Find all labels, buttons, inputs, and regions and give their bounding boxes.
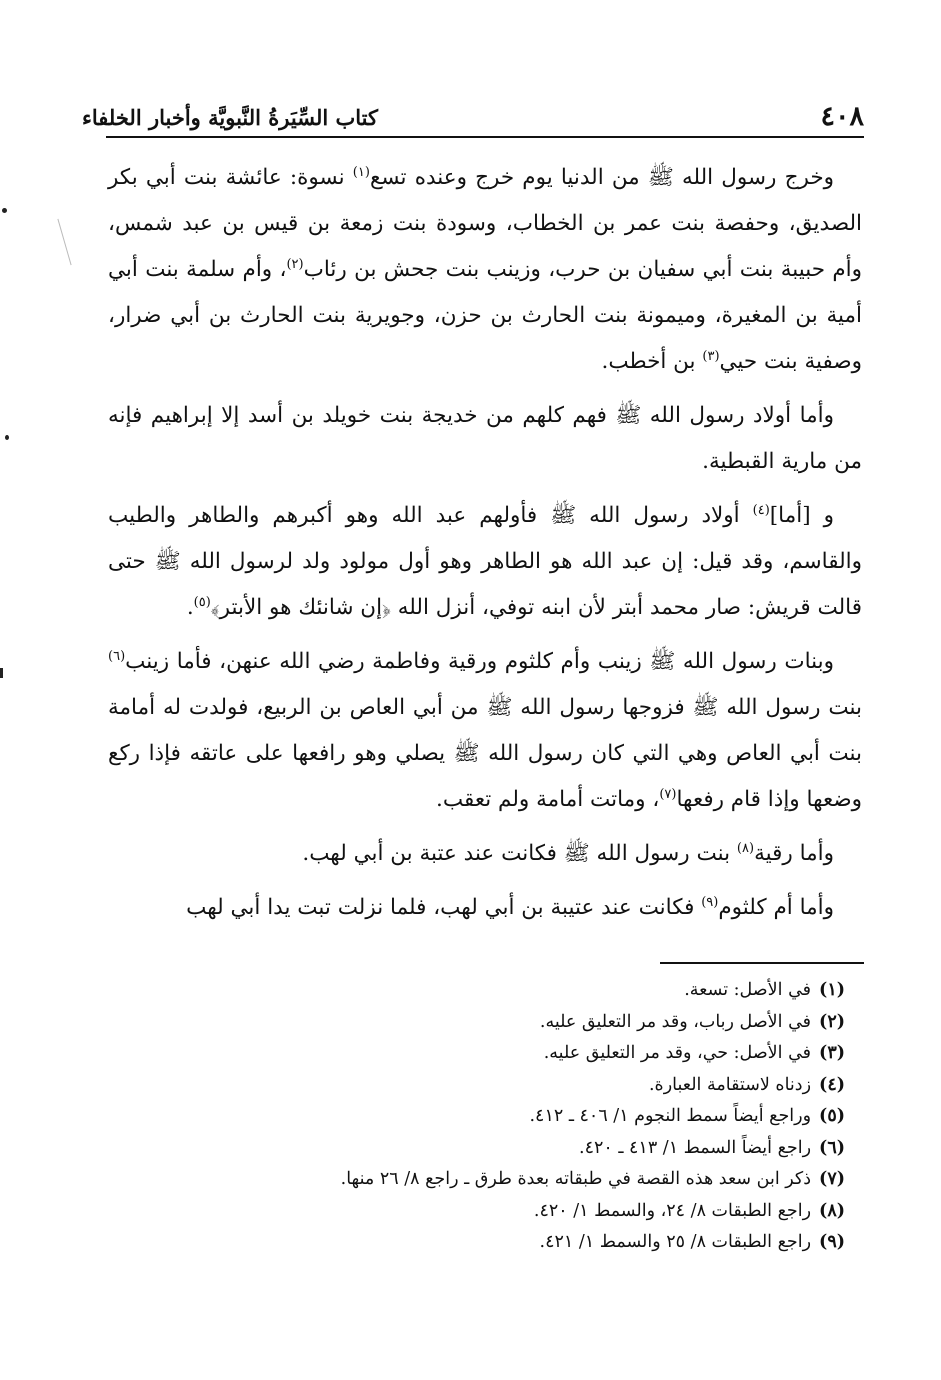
footnote-number: (١) <box>819 980 845 1000</box>
footnote-ref-1: (١) <box>352 164 370 180</box>
paragraph-children: وأما أولاد رسول الله ﷺ فهم كلهم من خديجة بنت خويلد بن أسد إلا إبراهيم فإنه من مارية القبطية. <box>108 403 862 474</box>
book-title: كتاب السِّيَرةُ النَّبويَّة وأخبار الخلفاء <box>82 105 378 130</box>
footnote-number: (٥) <box>819 1106 845 1126</box>
footnote-number: (٤) <box>819 1074 845 1095</box>
paragraph-wives: وخرج رسول الله ﷺ من الدنيا يوم خرج وعنده تسع$^{(١)}$ نسوة: عائشة بنت أبي بكر الصديق، وحفصة بنت عمر بن الخطاب، وسودة بنت زمعة بن قيس بن عبد شمس، وأم حبيبة بنت أبي سفيان بن حرب، وزينب بنت جحش بن رئاب$^{(٢)}$، وأم سلمة بنت أبي أمية بن المغيرة، وميمونة بنت الحارث بن حزن، وجويرية بنت الحارث بن أبي ضرار، وصفية بنت حيي$^{(٣)}$ بن أخطب. <box>108 164 862 374</box>
footnote-number: (٣) <box>819 1043 845 1063</box>
footnote-text: ذكر ابن سعد هذه القصة في طبقاته بعدة طرق ـ راجع ٨/ ٢٦ منها. <box>340 1169 812 1189</box>
footnote <box>105 1038 845 1070</box>
footnote <box>105 1070 845 1102</box>
footnote-number: (٦) <box>819 1137 845 1158</box>
scan-speck <box>5 435 9 440</box>
footnote-ref-6: (٦) <box>108 648 126 664</box>
footnote-ref-7: (٧) <box>659 786 677 802</box>
paragraph-daughters: وبنات رسول الله ﷺ زينب وأم كلثوم ورقية وفاطمة رضي الله عنهن، فأما زينب$^{(٦)}$ بنت رسول الله ﷺ فزوجها رسول الله ﷺ من أبي العاص بن الربيع، فولدت له أمامة بنت أبي العاص وهي التي كان رسول الله ﷺ يصلي وهو رافعها على عاتقه فإذا ركع وضعها وإذا قام رفعها$^{(٧)}$، وماتت أمامة ولم تعقب. <box>108 648 862 812</box>
footnote-ref-2: (٢) <box>286 256 304 272</box>
paragraph-umm-kulthum: وأما أم كلثوم$^{(٩)}$ فكانت عند عتيبة بن أبي لهب، فلما نزلت تبت يدا أبي لهب <box>186 894 834 920</box>
paragraph-sons: و [أما]$^{(٤)}$ أولاد رسول الله ﷺ فأولهم عبد الله وهو أكبرهم والطاهر والطيب والقاسم، وقد قيل: إن عبد الله هو الطاهر وهو أول مولود ولد لرسول الله ﷺ حتى قالت قريش: صار محمد أبتر لأن ابنه توفي، أنزل الله ﴿إن شانئك هو الأبتر﴾$^{(٥)}$. <box>108 502 862 620</box>
footnote-text: في الأصل: تسعة. <box>684 980 812 1000</box>
footnote-text: في الأصل: حي، وقد مر التعليق عليه. <box>543 1043 812 1063</box>
paragraph-ruqayya: وأما رقية$^{(٨)}$ بنت رسول الله ﷺ فكانت عند عتبة بن أبي لهب. <box>302 840 834 866</box>
footnote-ref-3: (٣) <box>702 348 720 364</box>
footnote-number: (٧) <box>819 1169 845 1189</box>
footnote <box>105 1227 845 1259</box>
footnote-ref-4: (٤) <box>752 502 770 518</box>
scan-speck <box>0 668 3 678</box>
page-number: ٤٠٨ <box>820 101 864 132</box>
footnote <box>105 1101 845 1133</box>
footnote-number: (٨) <box>819 1200 845 1221</box>
scan-line <box>57 219 71 265</box>
footnote-text: راجع الطبقات ٨/ ٢٤، والسمط ١/ ٤٢٠. <box>533 1200 812 1221</box>
footnote-text: وراجع أيضاً سمط النجوم ١/ ٤٠٦ ـ ٤١٢. <box>529 1106 812 1126</box>
footnote <box>105 1196 845 1228</box>
main-text <box>108 155 862 939</box>
running-header <box>82 96 864 138</box>
footnote <box>105 975 845 1007</box>
footnote-text: في الأصل رباب، وقد مر التعليق عليه. <box>539 1011 812 1032</box>
footnote-text: راجع أيضاً السمط ١/ ٤١٣ ـ ٤٢٠. <box>578 1137 812 1158</box>
footnote-separator <box>660 962 864 964</box>
footnote-ref-9: (٩) <box>701 894 719 910</box>
footnote-text: زدناه لاستقامة العبارة. <box>648 1074 812 1095</box>
footnote <box>105 1133 845 1165</box>
footnote-number: (٩) <box>819 1232 845 1252</box>
footnote-ref-5: (٥) <box>193 594 211 610</box>
footnote-number: (٢) <box>819 1011 845 1032</box>
footnote-ref-8: (٨) <box>736 840 755 856</box>
footnote <box>105 1164 845 1196</box>
footnote-text: راجع الطبقات ٨/ ٢٥ والسمط ١/ ٤٢١. <box>539 1232 812 1252</box>
footnote <box>105 1007 845 1039</box>
footnotes-list <box>105 975 845 1259</box>
scan-speck <box>2 208 7 213</box>
